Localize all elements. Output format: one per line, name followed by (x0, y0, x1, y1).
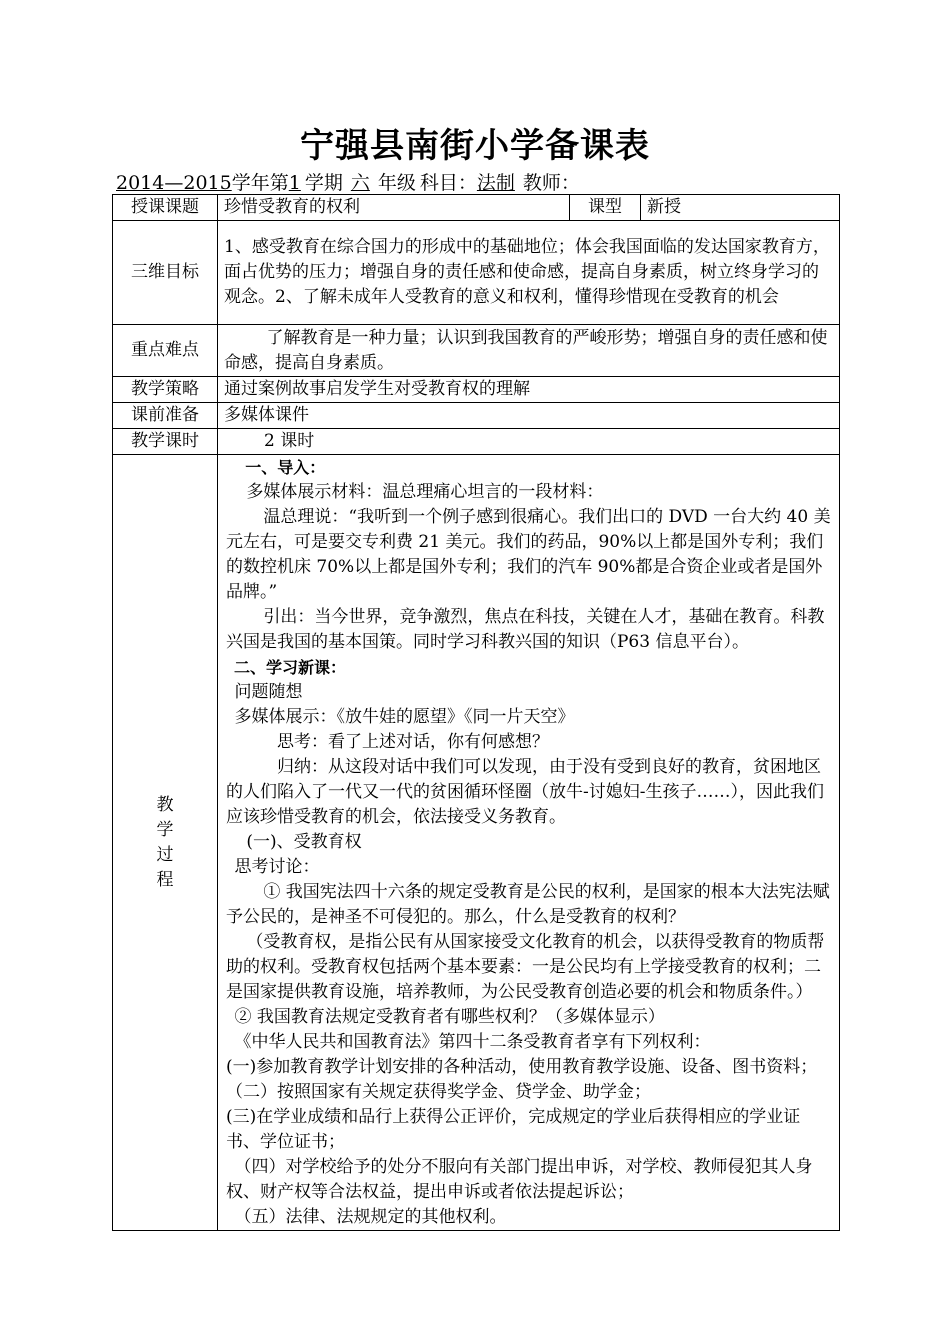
paragraph: 归纳：从这段对话中我们可以发现，由于没有受到良好的教育，贫困地区的人们陷入了一代又一代的贫困循环怪圈（放牛-讨媳妇-生孩子……），因此我们应该珍惜受教育的机会，依法接受义务教育。 (226, 757, 824, 827)
strategy-value: 通过案例故事启发学生对受教育权的理解 (218, 377, 840, 403)
hours-value: 2 课时 (218, 429, 840, 455)
table-row (113, 221, 840, 325)
paragraph: 问题随想 (234, 682, 303, 702)
hours-label: 教学课时 (113, 429, 218, 455)
paragraph: (一)、受教育权 (246, 832, 362, 852)
page-title: 宁强县南街小学备课表 (300, 126, 650, 166)
goals-value: 1、感受教育在综合国力的形成中的基础地位；体会我国面临的发达国家教育方，面占优势的压力；增强自身的责任感和使命感，提高自身素质，树立终身学习的观念。2、了解未成年人受教育的意义和权利，懂得珍惜现在受教育的机会 (218, 221, 840, 325)
term-value: 1 (288, 172, 301, 194)
school-year-suffix: 学年第 (231, 172, 289, 194)
paragraph: 温总理说：“我听到一个例子感到很痛心。我们出口的 DVD 一台大约 40 美元左右，可是要交专利费 21 美元。我们的药品，90%以上都是国外专利；我们的数控机床 70%以上都是国外专利；我们的汽车 90%都是合资企业或者是国外品牌。” (226, 507, 831, 602)
process-label-char: 学 (156, 819, 174, 840)
keypoints-value: 了解教育是一种力量；认识到我国教育的严峻形势；增强自身的责任感和使命感，提高自身素质。 (218, 325, 840, 377)
topic-value: 珍惜受教育的权利 (218, 195, 570, 221)
paragraph: （受教育权，是指公民有从国家接受文化教育的机会，以获得受教育的物质帮助的权利。受教育权包括两个基本要素：一是公民均有上学接受教育的权利；二是国家提供教育设施，培养教师，为公民受教育创造必要的机会和物质条件。） (226, 932, 825, 1002)
table-row (113, 195, 840, 221)
paragraph: （五）法律、法规规定的其他权利。 (234, 1207, 507, 1227)
process-content (218, 455, 840, 1231)
process-label (113, 455, 218, 1231)
topic-label: 授课课题 (113, 195, 218, 221)
paragraph: 引出：当今世界，竞争激烈，焦点在科技，关键在人才，基础在教育。科教兴国是我国的基本国策。同时学习科教兴国的知识（P63 信息平台）。 (226, 607, 825, 652)
process-label-char: 过 (156, 844, 174, 865)
grade-suffix: 年级 (377, 172, 416, 194)
paragraph: 多媒体展示：《放牛娃的愿望》《同一片天空》 (234, 707, 575, 727)
paragraph: ① 我国宪法四十六条的规定受教育是公民的权利，是国家的根本大法宪法赋予公民的，是神圣不可侵犯的。那么，什么是受教育的权利？ (226, 882, 830, 927)
table-row (113, 429, 840, 455)
subject-value: 法制 (476, 172, 515, 194)
paragraph: (三)在学业成绩和品行上获得公正评价，完成规定的学业后获得相应的学业证书、学位证书； (226, 1107, 801, 1152)
table-row (113, 403, 840, 429)
paragraph: 思考：看了上述对话，你有何感想？ (277, 732, 549, 752)
table-row (113, 325, 840, 377)
paragraph: ② 我国教育法规定受教育者有哪些权利？（多媒体显示） (234, 1007, 665, 1027)
section-heading: 一、导入： (245, 458, 326, 477)
type-value: 新授 (641, 195, 840, 221)
grade-value: 六 (350, 172, 370, 194)
table-row (113, 455, 840, 1231)
paragraph: 多媒体展示材料：温总理痛心坦言的一段材料： (246, 482, 604, 502)
process-label-char: 教 (156, 794, 174, 815)
paragraph: 思考讨论： (234, 857, 320, 877)
process-label-char: 程 (156, 869, 174, 890)
school-year: 2014—2015 (116, 172, 232, 194)
table-row (113, 377, 840, 403)
prep-label: 课前准备 (113, 403, 218, 429)
paragraph: （四）对学校给予的处分不服向有关部门提出申诉，对学校、教师侵犯其人身权、财产权等合法权益，提出申诉或者依法提起诉讼； (226, 1157, 813, 1202)
term-suffix: 学期 (304, 172, 343, 194)
section-heading: 二、学习新课： (234, 658, 347, 677)
type-label: 课型 (570, 195, 641, 221)
strategy-label: 教学策略 (113, 377, 218, 403)
paragraph: (一)参加教育教学计划安排的各种活动，使用教育教学设施、设备、图书资料； (226, 1057, 818, 1077)
paragraph: 《中华人民共和国教育法》第四十二条受教育者享有下列权利： (234, 1032, 711, 1052)
goals-label: 三维目标 (113, 221, 218, 325)
header-meta (116, 168, 624, 195)
keypoints-label: 重点难点 (113, 325, 218, 377)
teacher-label: 教师： (522, 172, 580, 194)
subject-label: 科目： (419, 172, 477, 194)
paragraph: （二）按照国家有关规定获得奖学金、贷学金、助学金； (226, 1082, 651, 1102)
prep-value: 多媒体课件 (218, 403, 840, 429)
lesson-plan-table (112, 194, 840, 1231)
